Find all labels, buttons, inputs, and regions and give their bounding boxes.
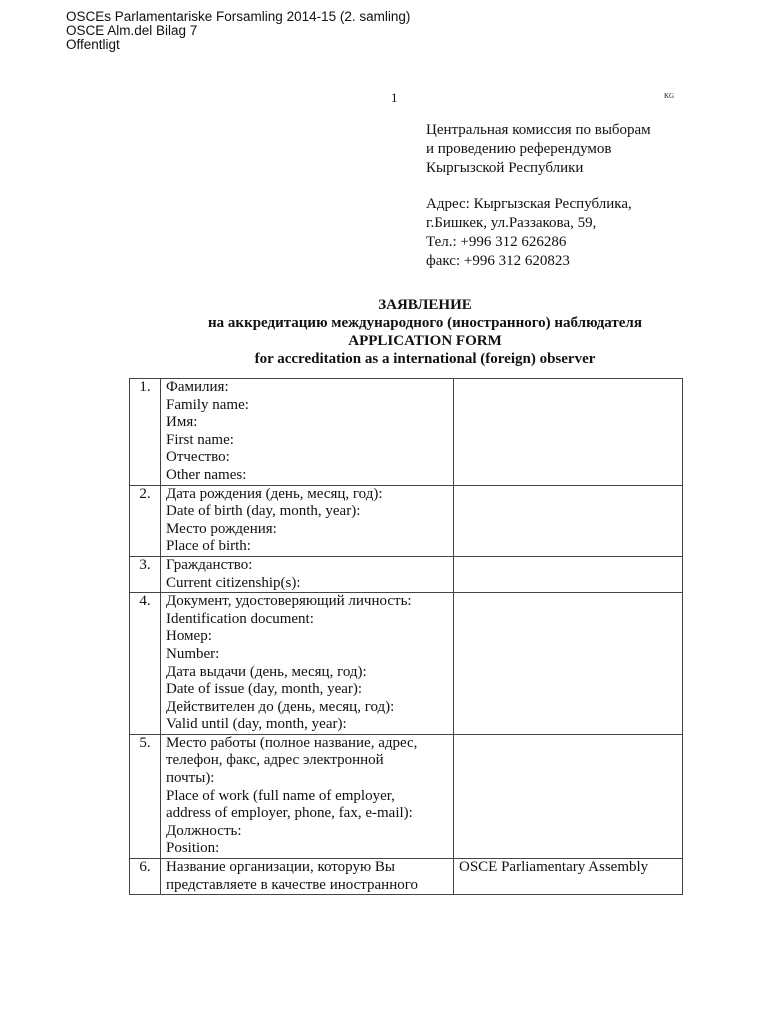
org-line-2: и проведению референдумов bbox=[426, 141, 612, 157]
field-label-line: телефон, факс, адрес электронной bbox=[166, 752, 384, 769]
field-label-line: Place of birth: bbox=[166, 538, 251, 555]
field-label-line: Имя: bbox=[166, 414, 198, 431]
field-label-line: Current citizenship(s): bbox=[166, 574, 301, 591]
title-ru-main: ЗАЯВЛЕНИЕ bbox=[378, 297, 472, 313]
title-ru-sub: на аккредитацию международного (иностранного) наблюдателя bbox=[208, 315, 642, 331]
document-header bbox=[66, 10, 410, 52]
field-value[interactable] bbox=[454, 593, 683, 735]
field-label-line: Название организации, которую Вы bbox=[166, 859, 395, 876]
field-label-line: Position: bbox=[166, 840, 220, 857]
field-value[interactable] bbox=[454, 485, 683, 556]
application-form-table bbox=[129, 378, 683, 895]
field-label-line: Identification document: bbox=[166, 610, 314, 627]
field-label-line: Дата рождения (день, месяц, год): bbox=[166, 485, 383, 502]
field-label-line: Место рождения: bbox=[166, 520, 277, 537]
field-value[interactable] bbox=[454, 556, 683, 592]
field-label-line: First name: bbox=[166, 431, 234, 448]
field-label-line: почты): bbox=[166, 770, 215, 787]
title-en-main: APPLICATION FORM bbox=[348, 333, 502, 349]
header-line-3: Offentligt bbox=[66, 37, 120, 52]
row-number: 2. bbox=[130, 485, 161, 556]
form-row bbox=[130, 556, 683, 592]
form-row bbox=[130, 734, 683, 858]
org-line-1: Центральная комиссия по выборам bbox=[426, 122, 651, 138]
field-label-line: Отчество: bbox=[166, 449, 230, 466]
header-line-2: OSCE Alm.del Bilag 7 bbox=[66, 23, 198, 38]
field-labels bbox=[161, 556, 454, 592]
field-label-line: Должность: bbox=[166, 822, 242, 839]
address-line-1: Адрес: Кыргызская Республика, bbox=[426, 196, 632, 212]
title-en-sub: for accreditation as a international (foreign) observer bbox=[254, 351, 596, 367]
field-label-line: Date of birth (day, month, year): bbox=[166, 503, 361, 520]
field-label-line: Гражданство: bbox=[166, 556, 253, 573]
field-label-line: Фамилия: bbox=[166, 379, 229, 395]
row-number: 5. bbox=[130, 734, 161, 858]
field-label-line: представляете в качестве иностранного bbox=[166, 876, 419, 893]
form-title bbox=[100, 296, 750, 368]
field-label-line: address of employer, phone, fax, e-mail): bbox=[166, 805, 413, 822]
fax-line: факс: +996 312 620823 bbox=[426, 253, 570, 269]
field-label-line: Номер: bbox=[166, 628, 212, 645]
field-label-line: Место работы (полное название, адрес, bbox=[166, 734, 418, 751]
row-number: 1. bbox=[130, 379, 161, 486]
field-labels bbox=[161, 379, 454, 486]
phone-line: Тел.: +996 312 626286 bbox=[426, 234, 567, 250]
field-label-line: Действителен до (день, месяц, год): bbox=[166, 698, 395, 715]
field-value[interactable]: OSCE Parliamentary Assembly bbox=[454, 859, 683, 895]
field-label-line: Place of work (full name of employer, bbox=[166, 787, 395, 804]
field-label-line: Family name: bbox=[166, 396, 249, 413]
field-labels bbox=[161, 734, 454, 858]
form-row bbox=[130, 379, 683, 486]
field-label-line: Документ, удостоверяющий личность: bbox=[166, 593, 412, 610]
field-value[interactable] bbox=[454, 734, 683, 858]
header-line-1: OSCEs Parlamentariske Forsamling 2014-15 (2. samling) bbox=[66, 9, 411, 24]
field-label-line: Date of issue (day, month, year): bbox=[166, 681, 363, 698]
field-value[interactable] bbox=[454, 379, 683, 486]
field-labels bbox=[161, 485, 454, 556]
row-number: 6. bbox=[130, 859, 161, 895]
form-row bbox=[130, 485, 683, 556]
field-label-line: Дата выдачи (день, месяц, год): bbox=[166, 663, 367, 680]
form-row bbox=[130, 593, 683, 735]
field-label-line: Other names: bbox=[166, 466, 247, 483]
row-number: 4. bbox=[130, 593, 161, 735]
row-number: 3. bbox=[130, 556, 161, 592]
corner-code: KG bbox=[664, 92, 675, 100]
page-number: 1 bbox=[391, 90, 398, 105]
field-label-line: Valid until (day, month, year): bbox=[166, 716, 347, 733]
address-line-2: г.Бишкек, ул.Раззакова, 59, bbox=[426, 215, 597, 231]
field-label-line: Number: bbox=[166, 645, 220, 662]
field-labels bbox=[161, 593, 454, 735]
org-line-3: Кыргызской Республики bbox=[426, 160, 584, 176]
recipient-address bbox=[426, 121, 651, 271]
field-labels bbox=[161, 859, 454, 895]
form-row bbox=[130, 859, 683, 895]
